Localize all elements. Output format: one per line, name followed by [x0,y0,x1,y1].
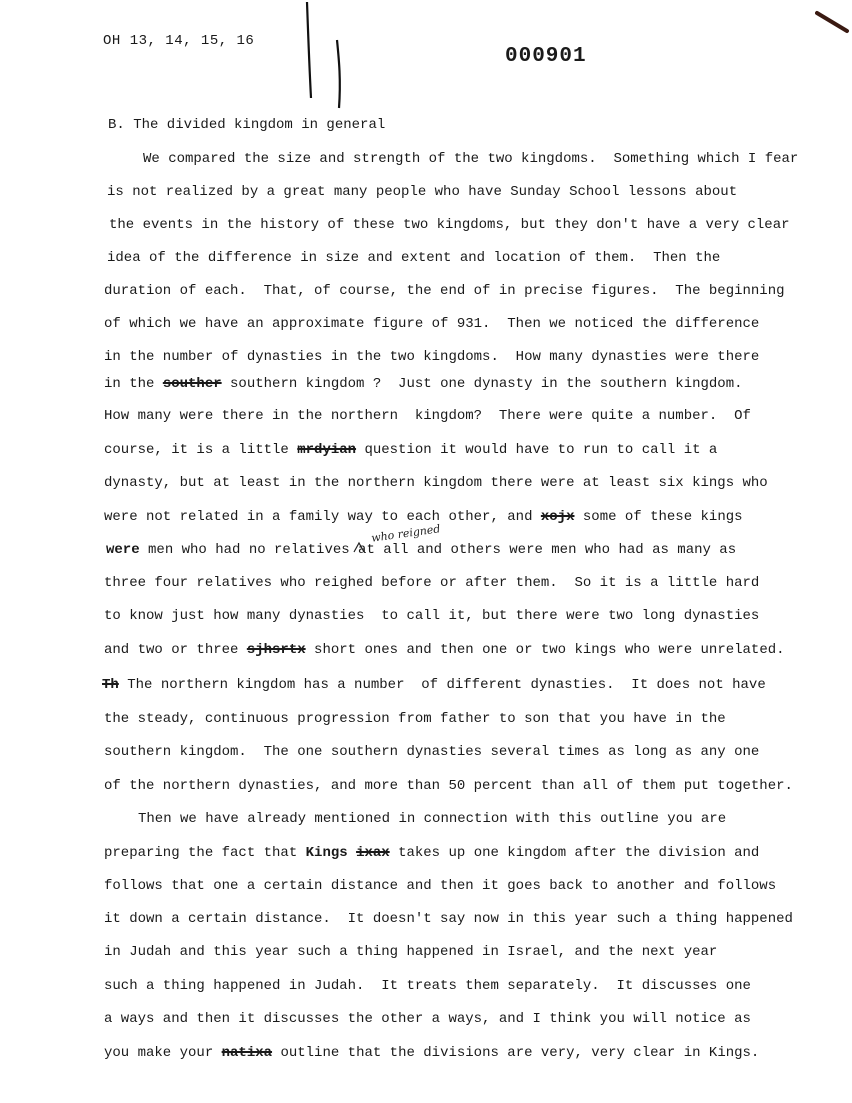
text-line: duration of each. That, of course, the end of in precise figures. The beginning [104,283,785,299]
text-line: Then we have already mentioned in connection with this outline you are [138,811,727,827]
text-line: is not realized by a great many people who have Sunday School lessons about [107,184,738,200]
text-line: of the northern dynasties, and more than 50 percent than all of them put together. [104,778,793,794]
text-line: of which we have an approximate figure of 931. Then we noticed the difference [104,316,760,332]
text-line: dynasty, but at least in the northern kingdom there were at least six kings who [104,475,768,491]
text-line: the events in the history of these two kingdoms, but they don't have a very clear [109,217,790,233]
text-line: We compared the size and strength of the two kingdoms. Something which I fear [143,151,799,167]
text-line: such a thing happened in Judah. It treats them separately. It discusses one [104,978,751,994]
text-line: the steady, continuous progression from father to son that you have in the [104,711,726,727]
bold-word: Kings [305,845,348,861]
text-line: you make your natixa outline that the divisions are very, very clear in Kings. [104,1045,760,1061]
text-line: to know just how many dynasties to call it, but there were two long dynasties [104,608,760,624]
text-line: a ways and then it discusses the other a ways, and I think you will notice as [104,1011,751,1027]
text-line: three four relatives who reighed before or after them. So it is a little hard [104,575,760,591]
handwritten-insertion: who reigned [370,522,442,545]
pen-tip-mark [815,10,851,34]
text-line: idea of the difference in size and extent and location of them. Then the [107,250,721,266]
pen-stroke-marks [295,0,355,112]
caret-insertion-icon [352,540,366,554]
text-line: it down a certain distance. It doesn't say now in this year such a thing happened [104,911,793,927]
struck-out-text: Th [102,677,119,693]
text-line: were not related in a family way to each other, and xojx some of these kings [104,509,743,525]
text-line: were men who had no relatives at all and others were men who had as many as [106,542,737,558]
page-number: 000901 [505,45,587,68]
text-line: in the number of dynasties in the two kingdoms. How many dynasties were there [104,349,760,365]
text-line: course, it is a little mrdyian question it would have to run to call it a [104,442,718,458]
struck-out-text: xojx [540,509,575,525]
text-line: in the souther southern kingdom ? Just one dynasty in the southern kingdom. [104,376,743,392]
struck-out-text: natixa [221,1045,273,1061]
section-heading: B. The divided kingdom in general [108,117,386,133]
overtyped-word: were [106,542,140,558]
text-line: and two or three sjhsrtx short ones and then one or two kings who were unrelated. [104,642,785,658]
text-line: preparing the fact that Kings ixax takes up one kingdom after the division and [104,845,760,861]
struck-out-text: sjhsrtx [246,642,306,658]
text-line: in Judah and this year such a thing happened in Israel, and the next year [104,944,718,960]
lecture-reference: OH 13, 14, 15, 16 [103,33,255,49]
text-line: Th The northern kingdom has a number of different dynasties. It does not have [102,677,766,693]
struck-out-text: mrdyian [297,442,357,458]
text-line: follows that one a certain distance and then it goes back to another and follows [104,878,777,894]
text-line: How many were there in the northern kingdom? There were quite a number. Of [104,408,751,424]
text-line: southern kingdom. The one southern dynasties several times as long as any one [104,744,760,760]
struck-out-text: souther [162,376,222,392]
struck-out-text: ixax [356,845,390,861]
